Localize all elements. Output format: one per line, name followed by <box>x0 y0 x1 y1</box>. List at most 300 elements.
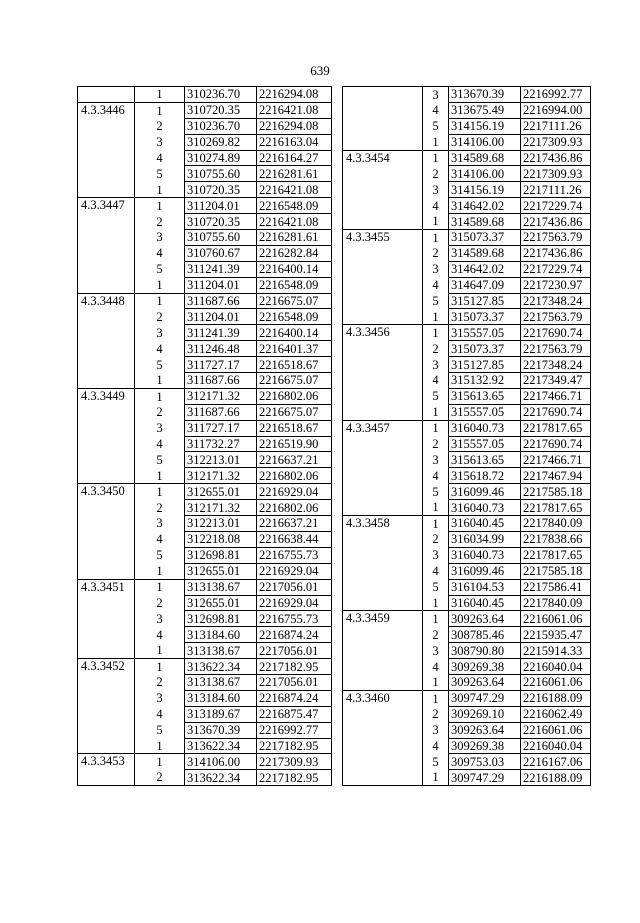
x-coordinate-cell: 309747.29 <box>449 770 521 786</box>
x-coordinate-cell: 310236.70 <box>185 118 257 134</box>
y-coordinate-cell: 2217840.09 <box>521 516 591 532</box>
x-coordinate-cell: 315557.05 <box>449 325 521 341</box>
x-coordinate-cell: 309753.03 <box>449 754 521 770</box>
point-number-cell: 5 <box>135 166 185 182</box>
y-coordinate-cell: 2216875.47 <box>257 706 332 722</box>
point-number-cell: 1 <box>135 198 185 214</box>
y-coordinate-cell: 2216802.06 <box>257 388 332 404</box>
x-coordinate-cell: 315073.37 <box>449 341 521 357</box>
y-coordinate-cell: 2217690.74 <box>521 325 591 341</box>
x-coordinate-cell: 314642.02 <box>449 198 521 214</box>
x-coordinate-cell: 316099.46 <box>449 563 521 579</box>
y-coordinate-cell: 2217436.86 <box>521 245 591 261</box>
table-row <box>343 87 591 103</box>
plot-id-cell: 4.3.3460 <box>343 690 423 785</box>
x-coordinate-cell: 308785.46 <box>449 627 521 643</box>
plot-id-cell: 4.3.3446 <box>78 102 135 197</box>
point-number-cell: 1 <box>423 674 449 690</box>
y-coordinate-cell: 2217348.24 <box>521 357 591 373</box>
point-number-cell: 1 <box>423 404 449 420</box>
y-coordinate-cell: 2217309.93 <box>521 166 591 182</box>
point-number-cell: 1 <box>423 516 449 532</box>
y-coordinate-cell: 2217817.65 <box>521 547 591 563</box>
point-number-cell: 5 <box>423 754 449 770</box>
plot-id-cell: 4.3.3448 <box>78 293 135 388</box>
point-number-cell: 3 <box>423 722 449 738</box>
x-coordinate-cell: 312171.32 <box>185 388 257 404</box>
x-coordinate-cell: 310269.82 <box>185 134 257 150</box>
point-number-cell: 1 <box>423 150 449 166</box>
plot-id-cell: 4.3.3451 <box>78 579 135 658</box>
x-coordinate-cell: 312171.32 <box>185 500 257 516</box>
x-coordinate-cell: 315618.72 <box>449 468 521 484</box>
point-number-cell: 3 <box>135 611 185 627</box>
point-number-cell: 5 <box>135 357 185 373</box>
y-coordinate-cell: 2216802.06 <box>257 500 332 516</box>
x-coordinate-cell: 316040.45 <box>449 595 521 611</box>
point-number-cell: 1 <box>135 388 185 404</box>
x-coordinate-cell: 308790.80 <box>449 643 521 659</box>
point-number-cell: 2 <box>135 595 185 611</box>
y-coordinate-cell: 2216188.09 <box>521 770 591 786</box>
point-number-cell: 3 <box>423 261 449 277</box>
point-number-cell: 1 <box>423 420 449 436</box>
x-coordinate-cell: 316040.73 <box>449 547 521 563</box>
x-coordinate-cell: 311687.66 <box>185 404 257 420</box>
x-coordinate-cell: 313138.67 <box>185 674 257 690</box>
x-coordinate-cell: 315132.92 <box>449 373 521 389</box>
x-coordinate-cell: 311241.39 <box>185 261 257 277</box>
x-coordinate-cell: 314156.19 <box>449 118 521 134</box>
y-coordinate-cell: 2217586.41 <box>521 579 591 595</box>
x-coordinate-cell: 314106.00 <box>449 166 521 182</box>
point-number-cell: 4 <box>423 102 449 118</box>
y-coordinate-cell: 2217182.95 <box>257 738 332 754</box>
table-row <box>78 754 332 770</box>
y-coordinate-cell: 2216164.27 <box>257 150 332 166</box>
y-coordinate-cell: 2217436.86 <box>521 214 591 230</box>
x-coordinate-cell: 315557.05 <box>449 404 521 420</box>
x-coordinate-cell: 315073.37 <box>449 230 521 246</box>
x-coordinate-cell: 309747.29 <box>449 690 521 706</box>
y-coordinate-cell: 2216929.04 <box>257 563 332 579</box>
y-coordinate-cell: 2217840.09 <box>521 595 591 611</box>
x-coordinate-cell: 313675.49 <box>449 102 521 118</box>
x-coordinate-cell: 312698.81 <box>185 547 257 563</box>
y-coordinate-cell: 2215935.47 <box>521 627 591 643</box>
y-coordinate-cell: 2217348.24 <box>521 293 591 309</box>
point-number-cell: 2 <box>135 404 185 420</box>
point-number-cell: 2 <box>423 627 449 643</box>
point-number-cell: 5 <box>135 261 185 277</box>
y-coordinate-cell: 2217466.71 <box>521 452 591 468</box>
point-number-cell: 1 <box>135 643 185 659</box>
x-coordinate-cell: 315557.05 <box>449 436 521 452</box>
plot-id-cell: 4.3.3452 <box>78 659 135 754</box>
y-coordinate-cell: 2217230.97 <box>521 277 591 293</box>
x-coordinate-cell: 313138.67 <box>185 643 257 659</box>
table-row <box>78 659 332 675</box>
point-number-cell: 4 <box>423 659 449 675</box>
point-number-cell: 2 <box>423 531 449 547</box>
point-number-cell: 3 <box>423 357 449 373</box>
y-coordinate-cell: 2216929.04 <box>257 484 332 500</box>
x-coordinate-cell: 313670.39 <box>449 87 521 103</box>
point-number-cell: 1 <box>423 230 449 246</box>
point-number-cell: 1 <box>135 579 185 595</box>
point-number-cell: 4 <box>135 341 185 357</box>
x-coordinate-cell: 316040.73 <box>449 420 521 436</box>
y-coordinate-cell: 2216548.09 <box>257 277 332 293</box>
point-number-cell: 2 <box>423 706 449 722</box>
coordinates-table-right <box>342 86 591 786</box>
y-coordinate-cell: 2216755.73 <box>257 547 332 563</box>
x-coordinate-cell: 312171.32 <box>185 468 257 484</box>
x-coordinate-cell: 312213.01 <box>185 452 257 468</box>
x-coordinate-cell: 309269.10 <box>449 706 521 722</box>
y-coordinate-cell: 2217309.93 <box>521 134 591 150</box>
y-coordinate-cell: 2216637.21 <box>257 516 332 532</box>
y-coordinate-cell: 2217563.79 <box>521 341 591 357</box>
x-coordinate-cell: 309263.64 <box>449 611 521 627</box>
y-coordinate-cell: 2217056.01 <box>257 674 332 690</box>
x-coordinate-cell: 310236.70 <box>185 87 257 103</box>
y-coordinate-cell: 2216518.67 <box>257 357 332 373</box>
x-coordinate-cell: 310755.60 <box>185 230 257 246</box>
plot-id-cell: 4.3.3455 <box>343 230 423 325</box>
x-coordinate-cell: 310720.35 <box>185 182 257 198</box>
x-coordinate-cell: 314647.09 <box>449 277 521 293</box>
point-number-cell: 1 <box>135 87 185 103</box>
y-coordinate-cell: 2215914.33 <box>521 643 591 659</box>
x-coordinate-cell: 311727.17 <box>185 420 257 436</box>
point-number-cell: 1 <box>135 373 185 389</box>
x-coordinate-cell: 311727.17 <box>185 357 257 373</box>
table-row <box>78 579 332 595</box>
table-row <box>343 230 591 246</box>
x-coordinate-cell: 309269.38 <box>449 659 521 675</box>
point-number-cell: 1 <box>423 500 449 516</box>
table-row <box>343 690 591 706</box>
point-number-cell: 3 <box>135 325 185 341</box>
point-number-cell: 1 <box>135 182 185 198</box>
y-coordinate-cell: 2217466.71 <box>521 388 591 404</box>
coordinates-table-left <box>77 86 332 786</box>
y-coordinate-cell: 2216637.21 <box>257 452 332 468</box>
x-coordinate-cell: 313189.67 <box>185 706 257 722</box>
y-coordinate-cell: 2216421.08 <box>257 102 332 118</box>
point-number-cell: 2 <box>423 245 449 261</box>
x-coordinate-cell: 316040.73 <box>449 500 521 516</box>
point-number-cell: 1 <box>423 325 449 341</box>
y-coordinate-cell: 2217436.86 <box>521 150 591 166</box>
point-number-cell: 2 <box>135 118 185 134</box>
y-coordinate-cell: 2216061.06 <box>521 722 591 738</box>
y-coordinate-cell: 2217563.79 <box>521 230 591 246</box>
y-coordinate-cell: 2216401.37 <box>257 341 332 357</box>
x-coordinate-cell: 316099.46 <box>449 484 521 500</box>
point-number-cell: 1 <box>135 277 185 293</box>
point-number-cell: 3 <box>423 643 449 659</box>
point-number-cell: 4 <box>135 706 185 722</box>
table-row <box>78 87 332 103</box>
x-coordinate-cell: 314589.68 <box>449 150 521 166</box>
y-coordinate-cell: 2216755.73 <box>257 611 332 627</box>
point-number-cell: 3 <box>135 420 185 436</box>
y-coordinate-cell: 2216400.14 <box>257 325 332 341</box>
point-number-cell: 3 <box>135 516 185 532</box>
point-number-cell: 1 <box>423 611 449 627</box>
x-coordinate-cell: 309263.64 <box>449 722 521 738</box>
y-coordinate-cell: 2217817.65 <box>521 500 591 516</box>
point-number-cell: 1 <box>135 484 185 500</box>
y-coordinate-cell: 2216874.24 <box>257 690 332 706</box>
x-coordinate-cell: 312213.01 <box>185 516 257 532</box>
point-number-cell: 2 <box>135 770 185 786</box>
page-number: 639 <box>310 63 330 78</box>
x-coordinate-cell: 311246.48 <box>185 341 257 357</box>
y-coordinate-cell: 2216992.77 <box>257 722 332 738</box>
table-row <box>78 198 332 214</box>
x-coordinate-cell: 316040.45 <box>449 516 521 532</box>
point-number-cell: 1 <box>423 770 449 786</box>
y-coordinate-cell: 2216929.04 <box>257 595 332 611</box>
x-coordinate-cell: 314642.02 <box>449 261 521 277</box>
x-coordinate-cell: 311241.39 <box>185 325 257 341</box>
x-coordinate-cell: 315613.65 <box>449 388 521 404</box>
y-coordinate-cell: 2216061.06 <box>521 674 591 690</box>
point-number-cell: 3 <box>423 452 449 468</box>
point-number-cell: 5 <box>135 452 185 468</box>
point-number-cell: 5 <box>423 579 449 595</box>
y-coordinate-cell: 2217111.26 <box>521 118 591 134</box>
point-number-cell: 2 <box>135 214 185 230</box>
y-coordinate-cell: 2216675.07 <box>257 293 332 309</box>
x-coordinate-cell: 309263.64 <box>449 674 521 690</box>
point-number-cell: 1 <box>423 214 449 230</box>
point-number-cell: 2 <box>423 436 449 452</box>
table-row <box>78 484 332 500</box>
y-coordinate-cell: 2216282.84 <box>257 245 332 261</box>
y-coordinate-cell: 2216874.24 <box>257 627 332 643</box>
point-number-cell: 1 <box>423 690 449 706</box>
point-number-cell: 2 <box>423 166 449 182</box>
x-coordinate-cell: 312698.81 <box>185 611 257 627</box>
x-coordinate-cell: 310274.89 <box>185 150 257 166</box>
x-coordinate-cell: 311204.01 <box>185 309 257 325</box>
point-number-cell: 4 <box>135 150 185 166</box>
point-number-cell: 3 <box>423 182 449 198</box>
table-row <box>78 102 332 118</box>
point-number-cell: 2 <box>423 341 449 357</box>
x-coordinate-cell: 316034.99 <box>449 531 521 547</box>
point-number-cell: 3 <box>423 547 449 563</box>
y-coordinate-cell: 2216294.08 <box>257 87 332 103</box>
table-row <box>78 388 332 404</box>
table-row <box>343 325 591 341</box>
x-coordinate-cell: 313622.34 <box>185 770 257 786</box>
x-coordinate-cell: 314589.68 <box>449 214 521 230</box>
y-coordinate-cell: 2216040.04 <box>521 738 591 754</box>
x-coordinate-cell: 311732.27 <box>185 436 257 452</box>
x-coordinate-cell: 313622.34 <box>185 659 257 675</box>
point-number-cell: 2 <box>135 674 185 690</box>
point-number-cell: 1 <box>423 595 449 611</box>
point-number-cell: 1 <box>423 309 449 325</box>
y-coordinate-cell: 2216992.77 <box>521 87 591 103</box>
y-coordinate-cell: 2217111.26 <box>521 182 591 198</box>
x-coordinate-cell: 312655.01 <box>185 563 257 579</box>
point-number-cell: 2 <box>135 500 185 516</box>
plot-id-cell: 4.3.3456 <box>343 325 423 420</box>
plot-id-cell: 4.3.3453 <box>78 754 135 786</box>
y-coordinate-cell: 2216548.09 <box>257 198 332 214</box>
y-coordinate-cell: 2217056.01 <box>257 579 332 595</box>
table-row <box>343 516 591 532</box>
y-coordinate-cell: 2217585.18 <box>521 563 591 579</box>
y-coordinate-cell: 2216400.14 <box>257 261 332 277</box>
x-coordinate-cell: 310760.67 <box>185 245 257 261</box>
y-coordinate-cell: 2216061.06 <box>521 611 591 627</box>
x-coordinate-cell: 310755.60 <box>185 166 257 182</box>
y-coordinate-cell: 2216675.07 <box>257 404 332 420</box>
point-number-cell: 1 <box>135 754 185 770</box>
x-coordinate-cell: 314589.68 <box>449 245 521 261</box>
x-coordinate-cell: 314106.00 <box>449 134 521 150</box>
y-coordinate-cell: 2216281.61 <box>257 230 332 246</box>
y-coordinate-cell: 2217182.95 <box>257 659 332 675</box>
x-coordinate-cell: 311204.01 <box>185 198 257 214</box>
x-coordinate-cell: 315613.65 <box>449 452 521 468</box>
point-number-cell: 1 <box>135 659 185 675</box>
point-number-cell: 5 <box>423 293 449 309</box>
y-coordinate-cell: 2216802.06 <box>257 468 332 484</box>
point-number-cell: 3 <box>135 230 185 246</box>
plot-id-cell: 4.3.3458 <box>343 516 423 611</box>
x-coordinate-cell: 311687.66 <box>185 293 257 309</box>
y-coordinate-cell: 2217838.66 <box>521 531 591 547</box>
y-coordinate-cell: 2216518.67 <box>257 420 332 436</box>
point-number-cell: 5 <box>135 547 185 563</box>
y-coordinate-cell: 2217229.74 <box>521 198 591 214</box>
x-coordinate-cell: 315073.37 <box>449 309 521 325</box>
point-number-cell: 4 <box>423 373 449 389</box>
y-coordinate-cell: 2217563.79 <box>521 309 591 325</box>
x-coordinate-cell: 313184.60 <box>185 690 257 706</box>
y-coordinate-cell: 2217817.65 <box>521 420 591 436</box>
y-coordinate-cell: 2216188.09 <box>521 690 591 706</box>
plot-id-cell: 4.3.3459 <box>343 611 423 690</box>
y-coordinate-cell: 2217690.74 <box>521 404 591 420</box>
y-coordinate-cell: 2216519.90 <box>257 436 332 452</box>
point-number-cell: 4 <box>423 468 449 484</box>
y-coordinate-cell: 2216421.08 <box>257 214 332 230</box>
y-coordinate-cell: 2216163.04 <box>257 134 332 150</box>
point-number-cell: 3 <box>423 87 449 103</box>
point-number-cell: 4 <box>423 198 449 214</box>
x-coordinate-cell: 311687.66 <box>185 373 257 389</box>
x-coordinate-cell: 311204.01 <box>185 277 257 293</box>
point-number-cell: 4 <box>135 245 185 261</box>
y-coordinate-cell: 2217690.74 <box>521 436 591 452</box>
point-number-cell: 5 <box>135 722 185 738</box>
plot-id-cell <box>343 87 423 151</box>
plot-id-cell: 4.3.3450 <box>78 484 135 579</box>
point-number-cell: 1 <box>423 134 449 150</box>
y-coordinate-cell: 2216167.06 <box>521 754 591 770</box>
point-number-cell: 5 <box>423 388 449 404</box>
point-number-cell: 4 <box>423 277 449 293</box>
y-coordinate-cell: 2216040.04 <box>521 659 591 675</box>
x-coordinate-cell: 315127.85 <box>449 293 521 309</box>
plot-id-cell <box>78 87 135 103</box>
x-coordinate-cell: 313138.67 <box>185 579 257 595</box>
point-number-cell: 1 <box>135 293 185 309</box>
y-coordinate-cell: 2217229.74 <box>521 261 591 277</box>
x-coordinate-cell: 312655.01 <box>185 484 257 500</box>
x-coordinate-cell: 316104.53 <box>449 579 521 595</box>
point-number-cell: 4 <box>135 531 185 547</box>
point-number-cell: 1 <box>135 468 185 484</box>
table-row <box>343 611 591 627</box>
point-number-cell: 2 <box>135 309 185 325</box>
y-coordinate-cell: 2217585.18 <box>521 484 591 500</box>
point-number-cell: 1 <box>135 563 185 579</box>
x-coordinate-cell: 312218.08 <box>185 531 257 547</box>
y-coordinate-cell: 2216281.61 <box>257 166 332 182</box>
y-coordinate-cell: 2217467.94 <box>521 468 591 484</box>
plot-id-cell: 4.3.3454 <box>343 150 423 229</box>
x-coordinate-cell: 313670.39 <box>185 722 257 738</box>
x-coordinate-cell: 309269.38 <box>449 738 521 754</box>
y-coordinate-cell: 2217349.47 <box>521 373 591 389</box>
point-number-cell: 4 <box>135 436 185 452</box>
x-coordinate-cell: 310720.35 <box>185 102 257 118</box>
x-coordinate-cell: 315127.85 <box>449 357 521 373</box>
point-number-cell: 3 <box>135 134 185 150</box>
y-coordinate-cell: 2216421.08 <box>257 182 332 198</box>
plot-id-cell: 4.3.3449 <box>78 388 135 483</box>
table-row <box>78 293 332 309</box>
y-coordinate-cell: 2216062.49 <box>521 706 591 722</box>
x-coordinate-cell: 312655.01 <box>185 595 257 611</box>
y-coordinate-cell: 2216638.44 <box>257 531 332 547</box>
x-coordinate-cell: 314156.19 <box>449 182 521 198</box>
point-number-cell: 3 <box>135 690 185 706</box>
point-number-cell: 4 <box>423 738 449 754</box>
x-coordinate-cell: 313184.60 <box>185 627 257 643</box>
y-coordinate-cell: 2216548.09 <box>257 309 332 325</box>
y-coordinate-cell: 2216294.08 <box>257 118 332 134</box>
table-row <box>343 150 591 166</box>
x-coordinate-cell: 313622.34 <box>185 738 257 754</box>
point-number-cell: 5 <box>423 118 449 134</box>
table-row <box>343 420 591 436</box>
plot-id-cell: 4.3.3457 <box>343 420 423 515</box>
point-number-cell: 1 <box>135 102 185 118</box>
y-coordinate-cell: 2217182.95 <box>257 770 332 786</box>
y-coordinate-cell: 2216994.00 <box>521 102 591 118</box>
y-coordinate-cell: 2216675.07 <box>257 373 332 389</box>
point-number-cell: 4 <box>135 627 185 643</box>
y-coordinate-cell: 2217309.93 <box>257 754 332 770</box>
point-number-cell: 1 <box>135 738 185 754</box>
y-coordinate-cell: 2217056.01 <box>257 643 332 659</box>
x-coordinate-cell: 314106.00 <box>185 754 257 770</box>
point-number-cell: 4 <box>423 563 449 579</box>
x-coordinate-cell: 310720.35 <box>185 214 257 230</box>
point-number-cell: 5 <box>423 484 449 500</box>
